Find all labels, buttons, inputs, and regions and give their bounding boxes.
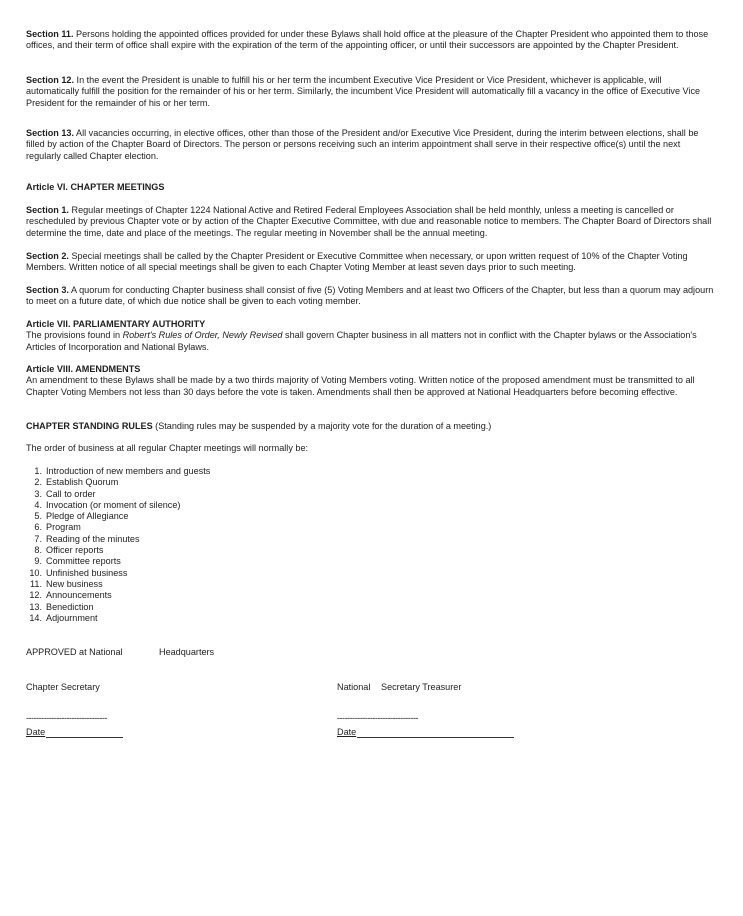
agenda-item-number: 6.	[34, 522, 42, 533]
agenda-item-number: 1.	[34, 466, 42, 476]
standing-rules-heading: CHAPTER STANDING RULES	[26, 421, 153, 431]
section-13-heading: Section 13.	[26, 128, 75, 138]
section-12	[26, 75, 716, 109]
agenda-item-number: 10.	[29, 567, 42, 578]
section-11-heading: Section 11.	[26, 29, 74, 39]
agenda-item-number: 5.	[34, 511, 42, 522]
agenda-item	[26, 477, 716, 488]
agenda-item-text: Establish Quorum	[46, 477, 119, 488]
section-11-text: Persons holding the appointed offices provided for under these Bylaws shall hold office at the pleasure of the Chapter President who appointed them to those offices, and their term of office shall expire with the expiration of the term of the appointing officer, or until their successors are appointed by the Chapter President.	[26, 29, 709, 51]
left-date-label: Date	[26, 727, 46, 737]
agenda-item	[26, 579, 716, 590]
chapter-secretary-signature-line: --------------------------------	[26, 713, 107, 723]
agenda-item-text: Committee reports	[46, 556, 121, 567]
agenda-item-number: 4.	[34, 499, 42, 510]
article-7-heading: Article VII. PARLIAMENTARY AUTHORITY	[26, 319, 206, 329]
article-8	[26, 364, 716, 398]
a6-s1-heading: Section 1.	[26, 205, 69, 215]
order-of-business-list	[26, 466, 716, 624]
agenda-item-text: Program	[46, 522, 81, 533]
right-date-line	[357, 737, 514, 738]
agenda-item-text: Officer reports	[46, 545, 104, 556]
article-8-heading: Article VIII. AMENDMENTS	[26, 364, 141, 374]
section-12-text: In the event the President is unable to fulfill his or her term the incumbent Executive Vice President or Vice President, whichever is applicable, will automatically fulfill the position for the remainder of his or her term. Similarly, the incumbent Vice President will automatically fill a vacancy in the office of Executive Vice President for the remainder of his or her term.	[26, 75, 701, 108]
roberts-rules-title: Robert's Rules of Order, Newly Revised	[122, 330, 283, 341]
agenda-item	[26, 511, 716, 522]
approved-label-a: APPROVED at National	[26, 647, 123, 657]
section-13	[26, 128, 716, 162]
agenda-item	[26, 500, 716, 511]
agenda-item-number: 12.	[29, 590, 42, 601]
agenda-item	[26, 613, 716, 624]
a6-s3-text: A quorum for conducting Chapter business shall consist of five (5) Voting Members and at least two Officers of the Chapter, but less than a quorum may adjourn to meet on a future date, of which due notice shall be given to each voting member.	[26, 285, 714, 307]
agenda-item-text: Benediction	[46, 601, 94, 612]
agenda-item	[26, 534, 716, 545]
section-13-text: All vacancies occurring, in elective offices, other than those of the President and/or Executive Vice President, during the interim between elections, shall be filled by action of the Chapter Board of Directors. The person or persons receiving such an interim appointment shall serve in their respective office(s) until the next regularly called Chapter election.	[26, 128, 699, 161]
agenda-item-text: Invocation (or moment of silence)	[46, 499, 181, 510]
article-7-text-pre: The provisions found in	[26, 330, 123, 341]
agenda-item-text: New business	[46, 578, 103, 589]
agenda-item-text: Adjournment	[46, 612, 98, 623]
agenda-item-text: Pledge of Allegiance	[46, 511, 129, 522]
chapter-secretary-label: Chapter Secretary	[26, 682, 100, 692]
agenda-item-number: 14.	[29, 612, 42, 623]
agenda-item-number: 3.	[34, 488, 42, 499]
article-8-text: An amendment to these Bylaws shall be made by a two thirds majority of Voting Members voting. Written notice of the proposed amendment must be transmitted to all Chapter Voting Members not less than 30 days before the vote is taken. Amendments shall then be approved at National Headquarters before becoming effective.	[26, 375, 695, 397]
agenda-item	[26, 556, 716, 567]
article-7	[26, 319, 716, 353]
agenda-item-number: 8.	[34, 545, 42, 556]
article-7-text-post: shall govern Chapter business in all matters not in conflict with the Chapter bylaws or the Association's Articles of Incorporation and National Bylaws.	[26, 330, 697, 352]
a6-s3-heading: Section 3.	[26, 285, 69, 295]
a6-s2-text: Special meetings shall be called by the Chapter President or Executive Committee when necessary, or upon written request of 10% of the Chapter Voting Members. Written notice of all special meetings shall be given to each Chapter Voting Member at least seven days prior to such meeting.	[26, 251, 688, 273]
article-6-section-3	[26, 285, 716, 308]
article-6-section-2	[26, 251, 716, 274]
agenda-item	[26, 568, 716, 579]
agenda-item-text: Call to order	[46, 488, 96, 499]
agenda-item-text: Announcements	[46, 590, 112, 601]
agenda-item	[26, 489, 716, 500]
agenda-item-number: 13.	[29, 601, 42, 612]
agenda-item-text: Introduction of new members and guests	[46, 466, 211, 476]
left-date-line	[46, 737, 123, 738]
agenda-item	[26, 602, 716, 613]
agenda-item	[26, 466, 716, 477]
approved-label-b: Headquarters	[159, 647, 215, 657]
agenda-item-text: Unfinished business	[46, 567, 128, 578]
standing-rules	[26, 421, 716, 432]
national-label: National	[337, 682, 371, 692]
agenda-item	[26, 545, 716, 556]
right-date-label: Date	[337, 727, 357, 737]
article-6-section-1	[26, 205, 716, 239]
agenda-item-number: 7.	[34, 533, 42, 544]
section-12-heading: Section 12.	[26, 75, 75, 85]
agenda-item-number: 11.	[30, 578, 42, 589]
secretary-treasurer-label: Secretary Treasurer	[381, 682, 462, 692]
article-6-heading: Article VI. CHAPTER MEETINGS	[26, 182, 165, 192]
agenda-item-text: Reading of the minutes	[46, 533, 140, 544]
agenda-item	[26, 522, 716, 533]
order-of-business-intro: The order of business at all regular Chapter meetings will normally be:	[26, 443, 309, 453]
section-11	[26, 29, 716, 52]
agenda-item	[26, 590, 716, 601]
a6-s1-text: Regular meetings of Chapter 1224 National Active and Retired Federal Employees Association shall be held monthly, unless a meeting is cancelled or rescheduled by previous Chapter vote or by action of the Chapter Executive Committee, with due and reasonable notice to members. The Chapter Board of Directors shall determine the time, date and place of the meetings. The regular meeting in November shall be the annual meeting.	[26, 205, 712, 238]
agenda-item-number: 9.	[34, 556, 42, 567]
agenda-item-number: 2.	[34, 477, 42, 488]
a6-s2-heading: Section 2.	[26, 251, 69, 261]
standing-rules-note: (Standing rules may be suspended by a majority vote for the duration of a meeting.)	[152, 421, 492, 431]
national-signature-line: --------------------------------	[337, 713, 418, 723]
